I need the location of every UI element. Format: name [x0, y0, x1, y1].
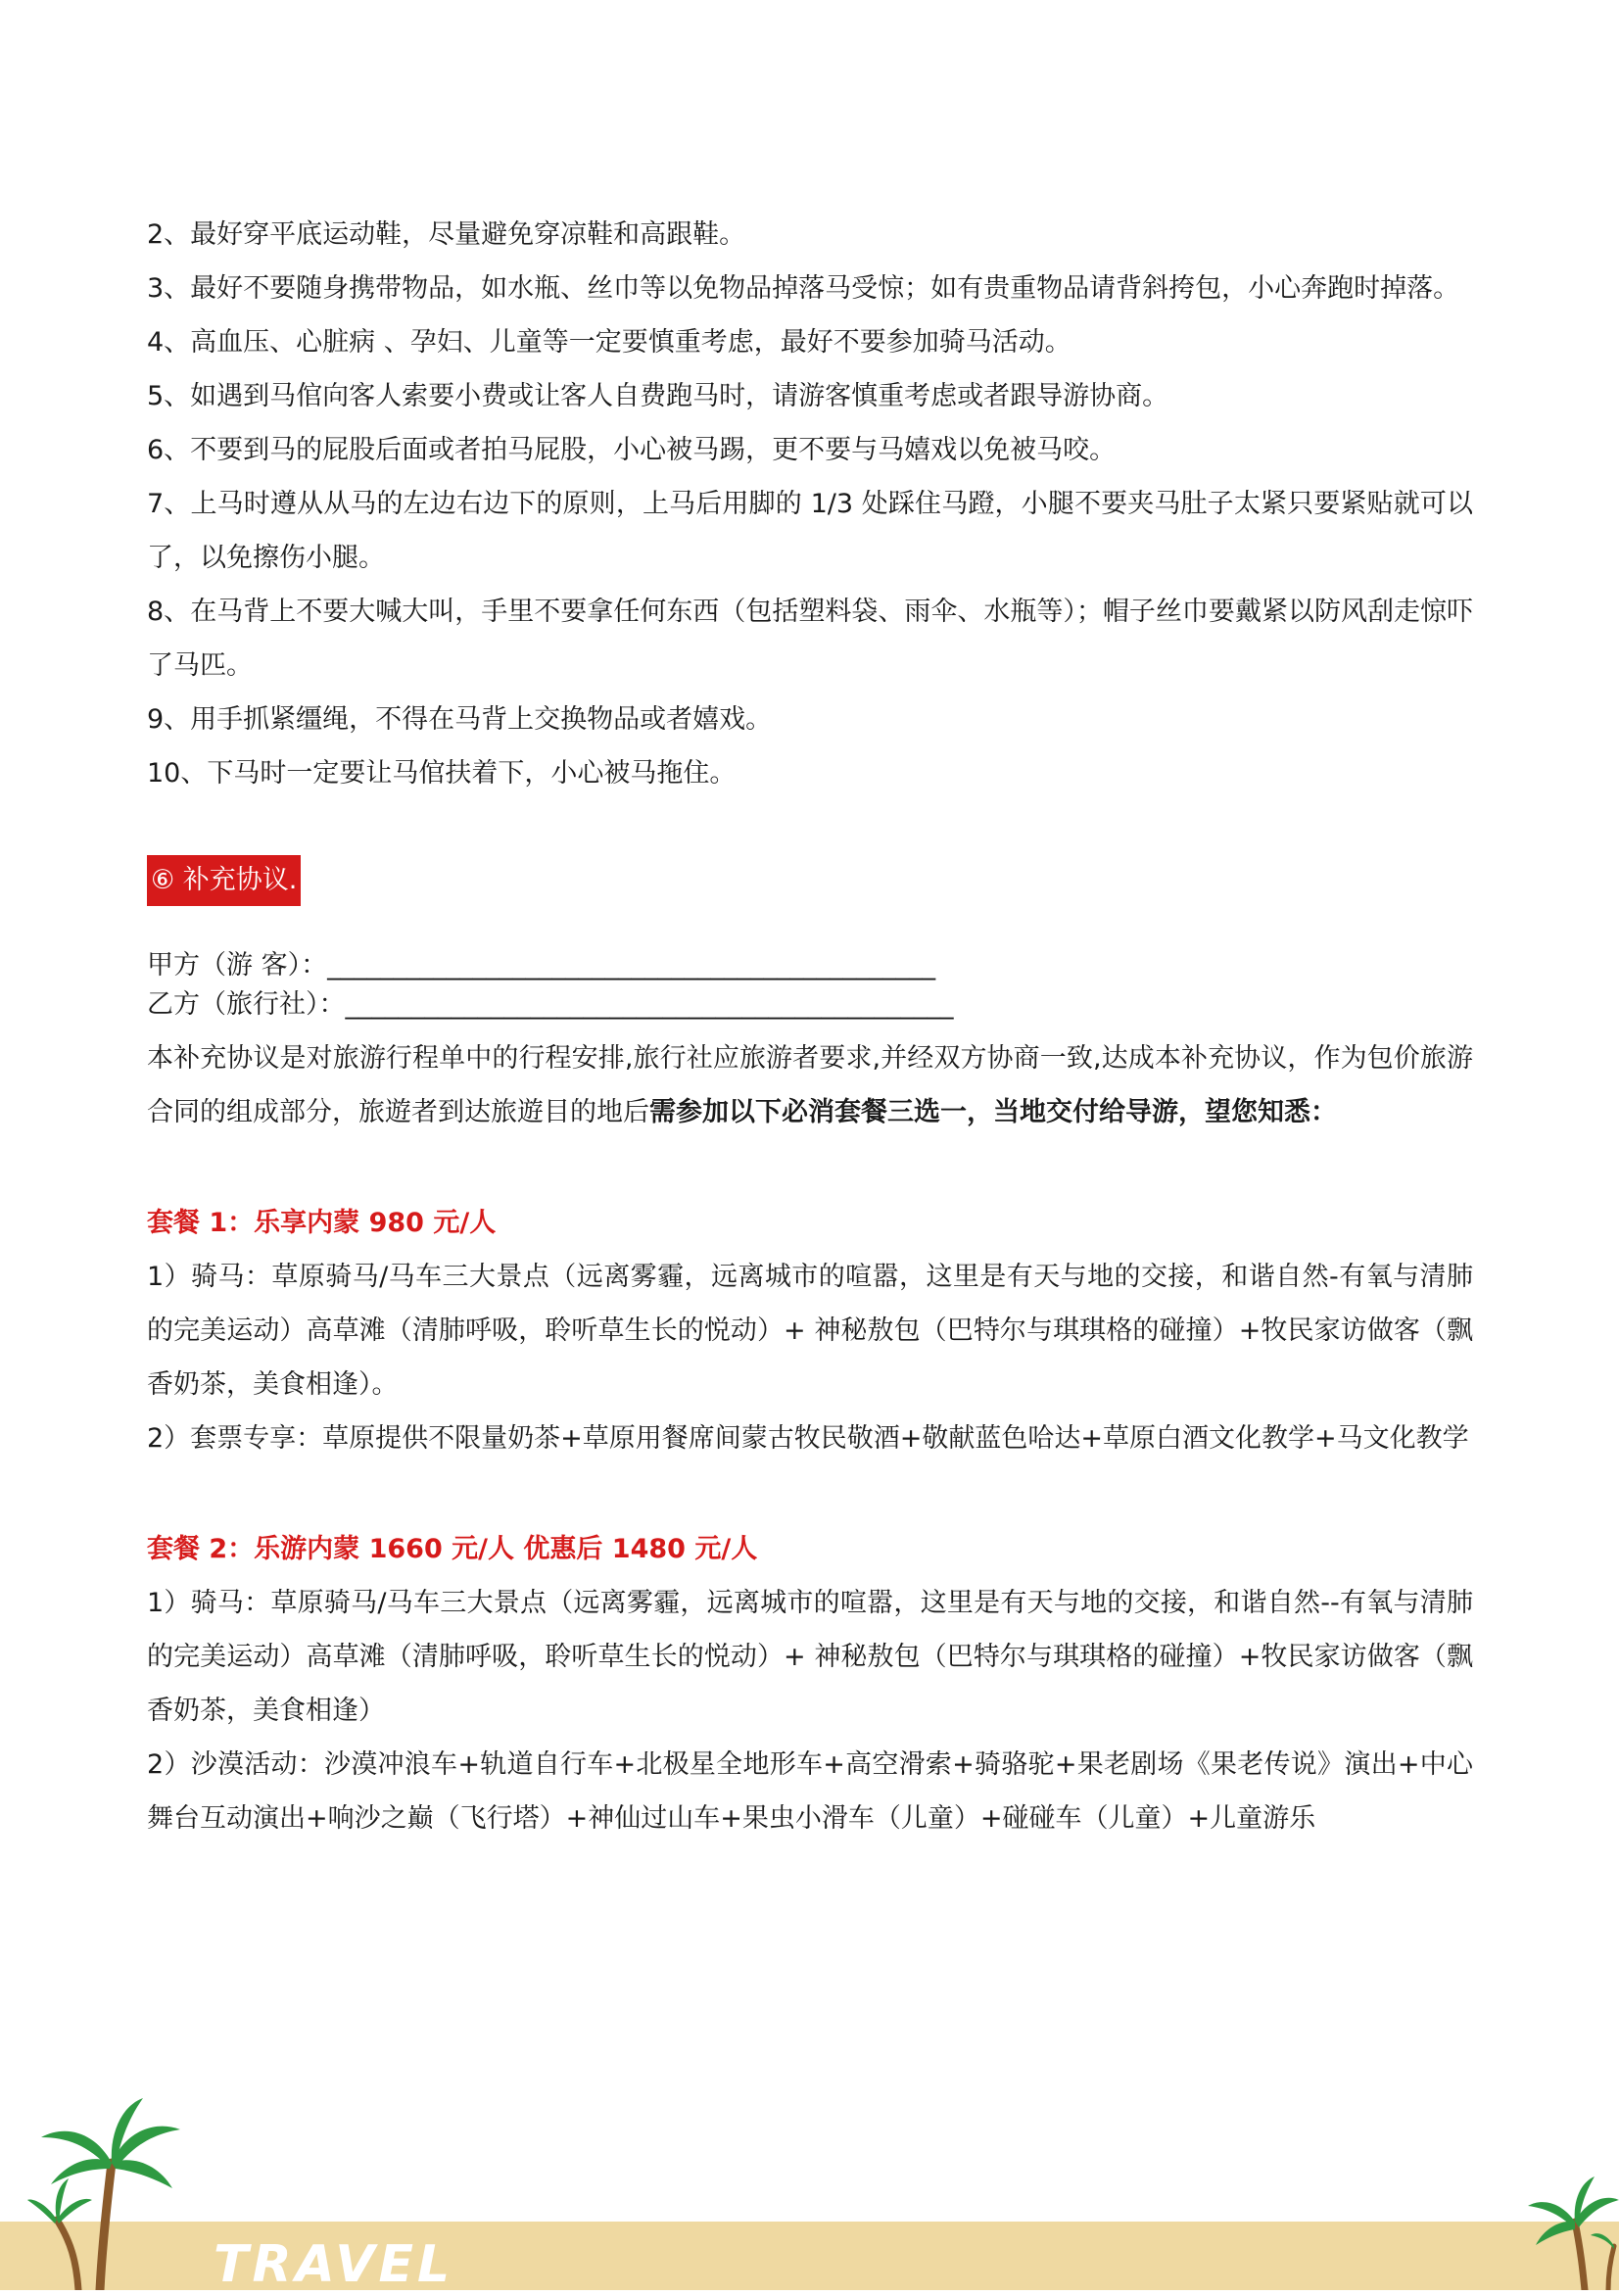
tip-item: 2、最好穿平底运动鞋，尽量避免穿凉鞋和高跟鞋。: [147, 219, 746, 250]
package-2-item: 1）骑马：草原骑马/马车三大景点（远离雾霾，远离城市的喧嚣，这里是有天与地的交接，和谐自然--有氧与清肺的完美运动）高草滩（清肺呼吸，聆听草生长的悦动）+ 神秘敖包（巴特尔与琪琪格的碰撞）+牧民家访做客（飘香奶茶，美食相逢）: [147, 1588, 1473, 1726]
palm-tree-icon: [1526, 2163, 1619, 2290]
party-b-line: 乙方（旅行社）：______________________________________________: [147, 989, 954, 1020]
document-body: [147, 208, 1473, 1845]
agreement-intro-text: 本补充协议是对旅游行程单中的行程安排,旅行社应旅游者要求,并经双方协商一致,达成本补充协议，作为包价旅游合同的组成部分，旅遊者到达旅遊目的地后: [147, 1043, 1473, 1127]
tip-item: 4、高血压、心脏病 、孕妇、儿童等一定要慎重考虑，最好不要参加骑马活动。: [147, 327, 1071, 358]
package-2-title: 套餐 2：乐游内蒙 1660 元/人 优惠后 1480 元/人: [147, 1534, 758, 1564]
agreement-intro-emphasis: 需参加以下必消套餐三选一，当地交付给导游，望您知悉：: [649, 1097, 1337, 1127]
package-1-title: 套餐 1：乐享内蒙 980 元/人: [147, 1208, 497, 1238]
package-2-item: 2）沙漠活动：沙漠冲浪车+轨道自行车+北极星全地形车+高空滑索+骑骆驼+果老剧场《果老传说》演出+中心舞台互动演出+响沙之巅（飞行塔）+神仙过山车+果虫小滑车（儿童）+碰碰车（儿童）+儿童游乐: [147, 1749, 1473, 1834]
tip-item: 3、最好不要随身携带物品，如水瓶、丝巾等以免物品掉落马受惊；如有贵重物品请背斜挎包，小心奔跑时掉落。: [147, 273, 1460, 304]
tip-item: 7、上马时遵从从马的左边右边下的原则，上马后用脚的 1/3 处踩住马蹬，小腿不要夹马肚子太紧只要紧贴就可以了，以免擦伤小腿。: [147, 489, 1473, 573]
package-1: [147, 1196, 1473, 1465]
riding-tips-list: [147, 208, 1473, 800]
party-a-line: 甲方（游 客）：______________________________________________: [147, 950, 936, 981]
tip-item: 5、如遇到马倌向客人索要小费或让客人自费跑马时，请游客慎重考虑或者跟导游协商。: [147, 381, 1169, 411]
palm-tree-icon: [27, 2094, 184, 2290]
tip-item: 8、在马背上不要大喊大叫，手里不要拿任何东西（包括塑料袋、雨伞、水瓶等）；帽子丝巾要戴紧以防风刮走惊吓了马匹。: [147, 597, 1473, 681]
package-1-item: 1）骑马：草原骑马/马车三大景点（远离雾霾，远离城市的喧嚣，这里是有天与地的交接，和谐自然-有氧与清肺的完美运动）高草滩（清肺呼吸，聆听草生长的悦动）+ 神秘敖包（巴特尔与琪琪格的碰撞）+牧民家访做客（飘香奶茶，美食相逢）。: [147, 1262, 1473, 1400]
tip-item: 9、用手抓紧缰绳，不得在马背上交换物品或者嬉戏。: [147, 704, 773, 735]
party-lines: [147, 947, 1473, 1024]
package-2: [147, 1522, 1473, 1845]
travel-label: TRAVEL: [214, 2235, 454, 2294]
tip-item: 10、下马时一定要让马倌扶着下，小心被马拖住。: [147, 758, 737, 789]
package-1-item: 2）套票专享：草原提供不限量奶茶+草原用餐席间蒙古牧民敬酒+敬献蓝色哈达+草原白酒文化教学+马文化教学: [147, 1423, 1469, 1454]
footer-band: [0, 2222, 1619, 2294]
tip-item: 6、不要到马的屁股后面或者拍马屁股，小心被马踢，更不要与马嬉戏以免被马咬。: [147, 435, 1117, 465]
section-heading-supplementary-agreement: ⑥ 补充协议.: [147, 855, 301, 906]
agreement-intro: [147, 1031, 1473, 1139]
